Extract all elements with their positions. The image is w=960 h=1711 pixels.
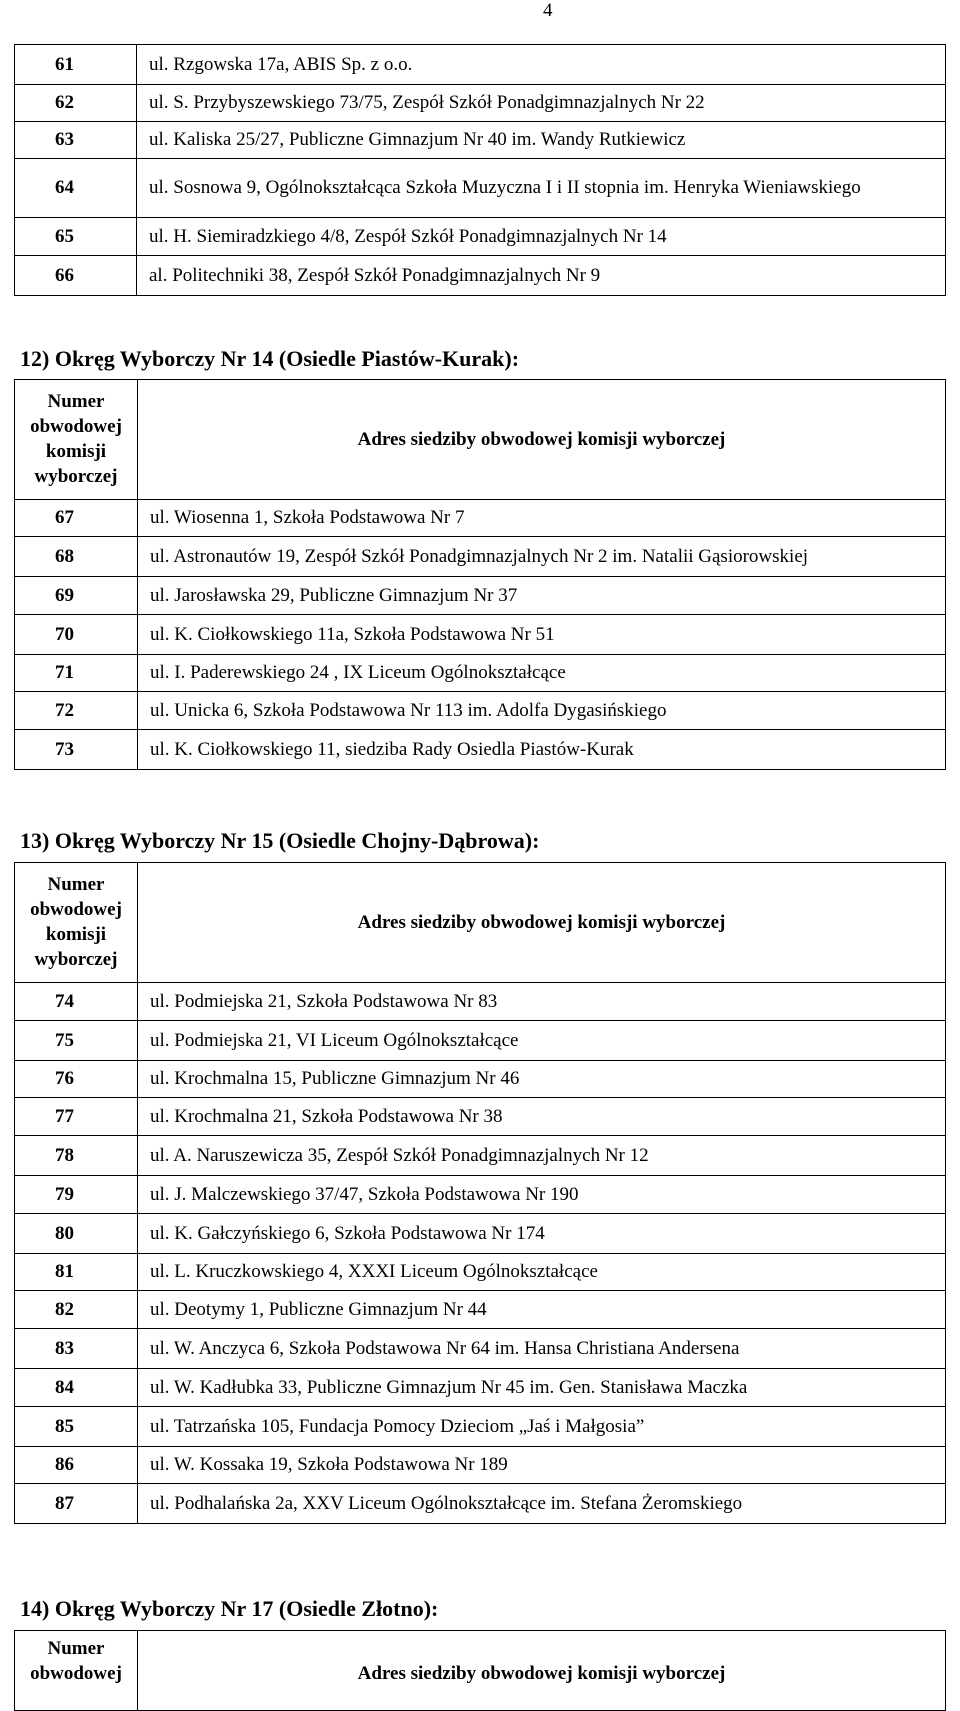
table-row xyxy=(15,45,946,85)
table-row xyxy=(15,1214,946,1254)
column-header-number: Numer obwodowej xyxy=(15,1631,138,1711)
table-row xyxy=(15,983,946,1021)
station-address: ul. W. Kadłubka 33, Publiczne Gimnazjum Nr 45 im. Gen. Stanisława Maczka xyxy=(138,1369,946,1407)
station-address: ul. A. Naruszewicza 35, Zespół Szkół Ponadgimnazjalnych Nr 12 xyxy=(138,1136,946,1176)
table-row xyxy=(15,655,946,692)
station-number: 81 xyxy=(15,1254,138,1291)
column-header-address: Adres siedziby obwodowej komisji wyborczej xyxy=(138,1631,946,1711)
station-number: 69 xyxy=(15,577,138,615)
table-row xyxy=(15,1407,946,1447)
station-number: 80 xyxy=(15,1214,138,1254)
station-address: ul. Krochmalna 21, Szkoła Podstawowa Nr 38 xyxy=(138,1098,946,1136)
polling-stations-table-district-17 xyxy=(14,1630,946,1711)
station-address: ul. Tatrzańska 105, Fundacja Pomocy Dzieciom „Jaś i Małgosia” xyxy=(138,1407,946,1447)
station-number: 64 xyxy=(15,159,137,218)
table-row xyxy=(15,1254,946,1291)
station-address: ul. S. Przybyszewskiego 73/75, Zespół Szkół Ponadgimnazjalnych Nr 22 xyxy=(137,85,946,122)
table-row xyxy=(15,256,946,296)
station-address: ul. Kaliska 25/27, Publiczne Gimnazjum Nr 40 im. Wandy Rutkiewicz xyxy=(137,122,946,159)
station-number: 76 xyxy=(15,1061,138,1098)
table-row xyxy=(15,159,946,218)
station-number: 66 xyxy=(15,256,137,296)
table-row xyxy=(15,1291,946,1329)
table-row xyxy=(15,730,946,770)
table-row xyxy=(15,692,946,730)
station-address: ul. Sosnowa 9, Ogólnokształcąca Szkoła Muzyczna I i II stopnia im. Henryka Wieniawskiego xyxy=(137,159,946,218)
page-number: 4 xyxy=(543,0,553,21)
table-row xyxy=(15,122,946,159)
station-address: ul. Rzgowska 17a, ABIS Sp. z o.o. xyxy=(137,45,946,85)
table-row xyxy=(15,500,946,537)
station-address: ul. Deotymy 1, Publiczne Gimnazjum Nr 44 xyxy=(138,1291,946,1329)
station-address: ul. J. Malczewskiego 37/47, Szkoła Podstawowa Nr 190 xyxy=(138,1176,946,1214)
station-number: 67 xyxy=(15,500,138,537)
column-header-number: Numer obwodowej komisji wyborczej xyxy=(15,863,138,983)
station-address: ul. K. Ciołkowskiego 11, siedziba Rady Osiedla Piastów-Kurak xyxy=(138,730,946,770)
station-number: 83 xyxy=(15,1329,138,1369)
table-row xyxy=(15,537,946,577)
table-row xyxy=(15,1021,946,1061)
table-row xyxy=(15,85,946,122)
station-number: 70 xyxy=(15,615,138,655)
station-number: 85 xyxy=(15,1407,138,1447)
station-number: 73 xyxy=(15,730,138,770)
table-row xyxy=(15,1484,946,1524)
column-header-address: Adres siedziby obwodowej komisji wyborczej xyxy=(138,380,946,500)
station-number: 65 xyxy=(15,218,137,256)
table-row xyxy=(15,218,946,256)
station-address: ul. K. Ciołkowskiego 11a, Szkoła Podstawowa Nr 51 xyxy=(138,615,946,655)
station-number: 63 xyxy=(15,122,137,159)
table-row xyxy=(15,1098,946,1136)
station-address: ul. Podmiejska 21, VI Liceum Ogólnokształcące xyxy=(138,1021,946,1061)
station-number: 78 xyxy=(15,1136,138,1176)
station-number: 74 xyxy=(15,983,138,1021)
station-address: ul. Krochmalna 15, Publiczne Gimnazjum Nr 46 xyxy=(138,1061,946,1098)
station-number: 79 xyxy=(15,1176,138,1214)
station-number: 82 xyxy=(15,1291,138,1329)
polling-stations-table-district-15 xyxy=(14,862,946,1524)
section-heading-district-15: 13) Okręg Wyborczy Nr 15 (Osiedle Chojny-Dąbrowa): xyxy=(20,828,540,853)
column-header-number: Numer obwodowej komisji wyborczej xyxy=(15,380,138,500)
polling-stations-table-continued xyxy=(14,44,946,296)
station-address: ul. Jarosławska 29, Publiczne Gimnazjum Nr 37 xyxy=(138,577,946,615)
station-number: 77 xyxy=(15,1098,138,1136)
station-number: 72 xyxy=(15,692,138,730)
section-heading-district-17: 14) Okręg Wyborczy Nr 17 (Osiedle Złotno): xyxy=(20,1596,439,1621)
station-address: ul. Wiosenna 1, Szkoła Podstawowa Nr 7 xyxy=(138,500,946,537)
station-number: 62 xyxy=(15,85,137,122)
table-row xyxy=(15,1176,946,1214)
station-number: 71 xyxy=(15,655,138,692)
station-number: 75 xyxy=(15,1021,138,1061)
station-address: ul. L. Kruczkowskiego 4, XXXI Liceum Ogólnokształcące xyxy=(138,1254,946,1291)
section-heading-district-14: 12) Okręg Wyborczy Nr 14 (Osiedle Piastów-Kurak): xyxy=(20,346,520,371)
station-address: ul. Astronautów 19, Zespół Szkół Ponadgimnazjalnych Nr 2 im. Natalii Gąsiorowskiej xyxy=(138,537,946,577)
station-address: ul. Unicka 6, Szkoła Podstawowa Nr 113 im. Adolfa Dygasińskiego xyxy=(138,692,946,730)
column-header-address: Adres siedziby obwodowej komisji wyborczej xyxy=(138,863,946,983)
table-row xyxy=(15,615,946,655)
station-address: ul. W. Anczyca 6, Szkoła Podstawowa Nr 64 im. Hansa Christiana Andersena xyxy=(138,1329,946,1369)
station-number: 86 xyxy=(15,1447,138,1484)
table-row xyxy=(15,1447,946,1484)
station-number: 61 xyxy=(15,45,137,85)
table-row xyxy=(15,1369,946,1407)
polling-stations-table-district-14 xyxy=(14,379,946,770)
table-row xyxy=(15,1061,946,1098)
station-address: ul. H. Siemiradzkiego 4/8, Zespół Szkół Ponadgimnazjalnych Nr 14 xyxy=(137,218,946,256)
table-row xyxy=(15,577,946,615)
station-address: ul. K. Gałczyńskiego 6, Szkoła Podstawowa Nr 174 xyxy=(138,1214,946,1254)
station-number: 68 xyxy=(15,537,138,577)
station-address: ul. W. Kossaka 19, Szkoła Podstawowa Nr 189 xyxy=(138,1447,946,1484)
station-number: 84 xyxy=(15,1369,138,1407)
table-row xyxy=(15,1136,946,1176)
station-address: ul. Podmiejska 21, Szkoła Podstawowa Nr 83 xyxy=(138,983,946,1021)
table-row xyxy=(15,1329,946,1369)
station-number: 87 xyxy=(15,1484,138,1524)
station-address: ul. Podhalańska 2a, XXV Liceum Ogólnokształcące im. Stefana Żeromskiego xyxy=(138,1484,946,1524)
station-address: ul. I. Paderewskiego 24 , IX Liceum Ogólnokształcące xyxy=(138,655,946,692)
station-address: al. Politechniki 38, Zespół Szkół Ponadgimnazjalnych Nr 9 xyxy=(137,256,946,296)
